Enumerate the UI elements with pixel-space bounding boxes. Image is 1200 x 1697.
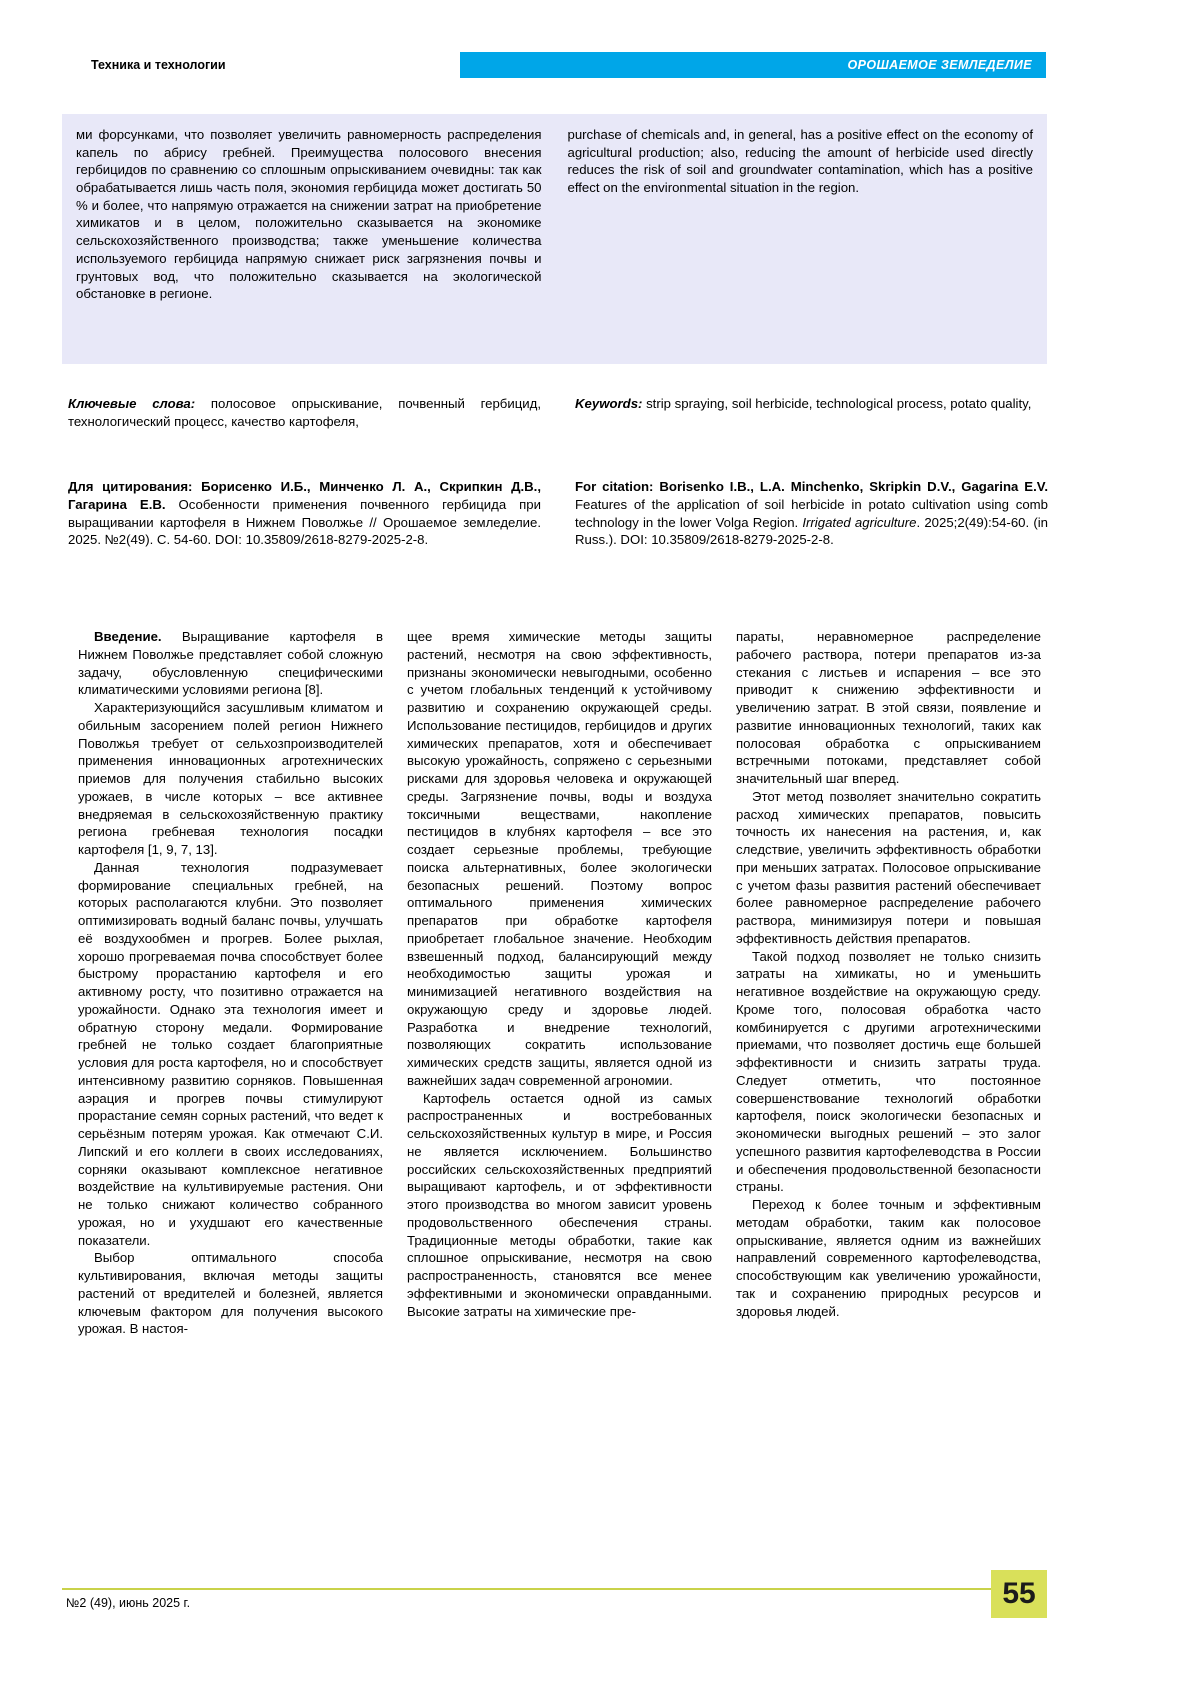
page-number: 55 [991,1570,1047,1618]
page-header [88,52,1046,78]
citation-english-text-a: Features of the application of soil herbicide in potato cultivation using comb technology in the lower Volga Region. [575,496,1048,530]
abstract-block [62,114,1047,364]
intro-heading: Введение. [94,629,162,644]
intro-text: Выращивание картофеля в Нижнем Поволжье представляет собой сложную задачу, обусловленную специфическими климатическими условиями региона [8]. [78,629,383,698]
body-column-3 [736,628,1041,1338]
citation-russian-label: Для цитирования: Борисенко И.Б., Минченко Л. А., Скрипкин Д.В., Гагарина Е.В. [68,479,541,512]
keywords-english [575,395,1048,431]
abstract-english: purchase of chemicals and, in general, has a positive effect on the economy of agricultural production; also, reducing the amount of herbicide used directly reduces the risk of soil and groundwater contamination, which has a positive effect on the environmental situation in the region. [567,127,1033,196]
citation-english-journal: Irrigated agriculture [802,514,917,530]
paragraph: Такой подход позволяет не только снизить затраты на химикаты, но и уменьшить негативное воздействие на окружающую среду. Кроме того, полосовая обработка часто комбинируется с другими агротехническими приемами, что позволяет достичь еще большей эффективности и снизить затраты труда. Следует отметить, что постоянное совершенствование технологий обработки картофеля, поиск экологически безопасных и экономически выгодных решений – это залог успешного развития картофелеводства в России и обеспечения продовольственной безопасности страны. [736,948,1041,1195]
keywords-russian-text: полосовое опрыскивание, почвенный гербицид, технологический процесс, качество картофеля, [68,396,541,429]
keywords-russian-label: Ключевые слова: [68,396,196,411]
body-column-1 [78,628,383,1338]
header-section-title: Техника и технологии [88,52,460,78]
keywords-russian [68,395,541,431]
citation-russian [68,478,541,549]
paragraph: Картофель остается одной из самых распространенных и востребованных сельскохозяйственных культур в мире, и Россия не является исключением. Большинство российских сельскохозяйственных предприятий выращивают картофель, и от эффективности этого производства во многом зависит уровень продовольственного обеспечения страны. Традиционные методы обработки, такие как сплошное опрыскивание, несмотря на свою распространенность, становятся все менее эффективными и экономически оправданными. Высокие затраты на химические пре- [407,1090,712,1319]
body-column-2 [407,628,712,1338]
keywords-row [68,395,1048,431]
header-journal-title: ОРОШАЕМОЕ ЗЕМЛЕДЕЛИЕ [460,52,1046,78]
paragraph: щее время химические методы защиты растений, несмотря на свою эффективность, признаны экономически невыгодными, особенно с учетом глобальных тенденций к устойчивому развитию и сохранению окружающей среды. Использование пестицидов, гербицидов и других химических препаратов, хотя и обеспечивает высокую урожайность, сопряжено с серьезными рисками для здоровья человека и окружающей среды. Загрязнение почвы, воды и воздуха токсичными веществами, накопление пестицидов в клубнях картофеля – все это создает серьезные проблемы, требующие поиска альтернативных, более экологически безопасных решений. Поэтому вопрос оптимального применения химических препаратов при обработке картофеля приобретает глобальное значение. Необходим взвешенный подход, балансирующий между необходимостью защиты урожая и минимизацией негативного воздействия на окружающую среду и здоровье людей. Разработка и внедрение технологий, позволяющих сократить использование химических средств защиты, является одной из важнейших задач современной агрономии. [407,629,712,1088]
footer-issue: №2 (49), июнь 2025 г. [66,1596,191,1610]
keywords-english-text: strip spraying, soil herbicide, technological process, potato quality, [642,396,1032,411]
citation-english-label: For citation: Borisenko I.B., L.A. Minchenko, Skripkin D.V., Gagarina E.V. [575,479,1048,494]
paragraph: параты, неравномерное распределение рабочего раствора, потери препаратов из-за стекания с листьев и испарения – все это приводит к снижению эффективности и увеличению затрат. В этой связи, появление и развитие инновационных технологий, таких как полосовая обработка с опрыскиванием встречными потоками, представляет собой значительный шаг вперед. [736,629,1041,786]
paragraph: Данная технология подразумевает формирование специальных гребней, на которых располагаются клубни. Это позволяет оптимизировать водный баланс почвы, улучшать её воздухообмен и прогрев. Более рыхлая, хорошо прогреваемая почва способствует более быстрому прорастанию картофеля и его активному росту, что позитивно отражается на урожайности. Однако эта технология имеет и обратную сторону медали. Формирование гребней не только создает благоприятные условия для роста картофеля, но и способствует интенсивному развитию сорняков. Повышенная аэрация и прогрев почвы стимулируют прорастание семян сорных растений, что ведет к серьёзным потерям урожая. Как отмечают С.И. Липский и его коллеги в своих исследованиях, сорняки оказывают комплексное негативное воздействие на культивируемые растения. Они не только снижают количество собранного урожая, но и ухудшают его качественные показатели. [78,859,383,1248]
citation-row [68,478,1048,549]
paragraph: Переход к более точным и эффективным методам обработки, таким как полосовое опрыскивание, является одним из важнейших направлений современного картофелеводства, способствующим как увеличению урожайности, так и сохранению природных ресурсов и здоровья людей. [736,1197,1041,1319]
citation-russian-text: Особенности применения почвенного гербицида при выращивании картофеля в Нижнем Поволжье // Орошаемое земледелие. 2025. №2(49). С. 54-60. DOI: 10.35809/2618-8279-2025-2-8. [68,496,541,548]
paragraph: Выбор оптимального способа культивирования, включая методы защиты растений от вредителей и болезней, является ключевым фактором для получения высокого урожая. В настоя- [78,1250,383,1337]
paragraph: Характеризующийся засушливым климатом и обильным засорением полей регион Нижнего Поволжья требует от сельхозпроизводителей применения инновационных агротехнических приемов для получения стабильно высоких урожаев, в числе которых – все активнее внедряемая в сельскохозяйственную практику региона гребневая технология посадки картофеля [1, 9, 7, 13]. [78,700,383,857]
article-body [78,628,1043,1338]
paragraph: Этот метод позволяет значительно сократить расход химических препаратов, повысить точность их нанесения на растения, и, как следствие, увеличить эффективность обработки при меньших затратах. Полосовое опрыскивание с учетом фазы развития растений обеспечивает более равномерное распределение рабочего раствора, минимизируя потери и повышая эффективность действия препаратов. [736,788,1041,946]
footer-divider [62,1588,1047,1590]
paragraph-intro [78,628,383,699]
abstract-russian: ми форсунками, что позволяет увеличить равномерность распределения капель по абрису гребней. Преимущества полосового внесения гербицидов по сравнению со сплошным опрыскиванием очевидны: так как обрабатывается лишь часть поля, экономия гербицида может достигать 50 % и более, что напрямую отражается на снижении затрат на приобретение химикатов и в целом, положительно сказывается на экономике сельскохозяйственного производства; также уменьшение количества используемого гербицида напрямую снижает риск загрязнения почвы и грунтовых вод, что положительно сказывается на экологической обстановке в регионе. [76,127,542,302]
keywords-english-label: Keywords: [575,396,643,411]
citation-english [575,478,1048,549]
citation-english-text-b: . 2025;2(49):54-60. (in Russ.). DOI: 10.35809/2618-8279-2025-2-8. [575,514,1048,548]
